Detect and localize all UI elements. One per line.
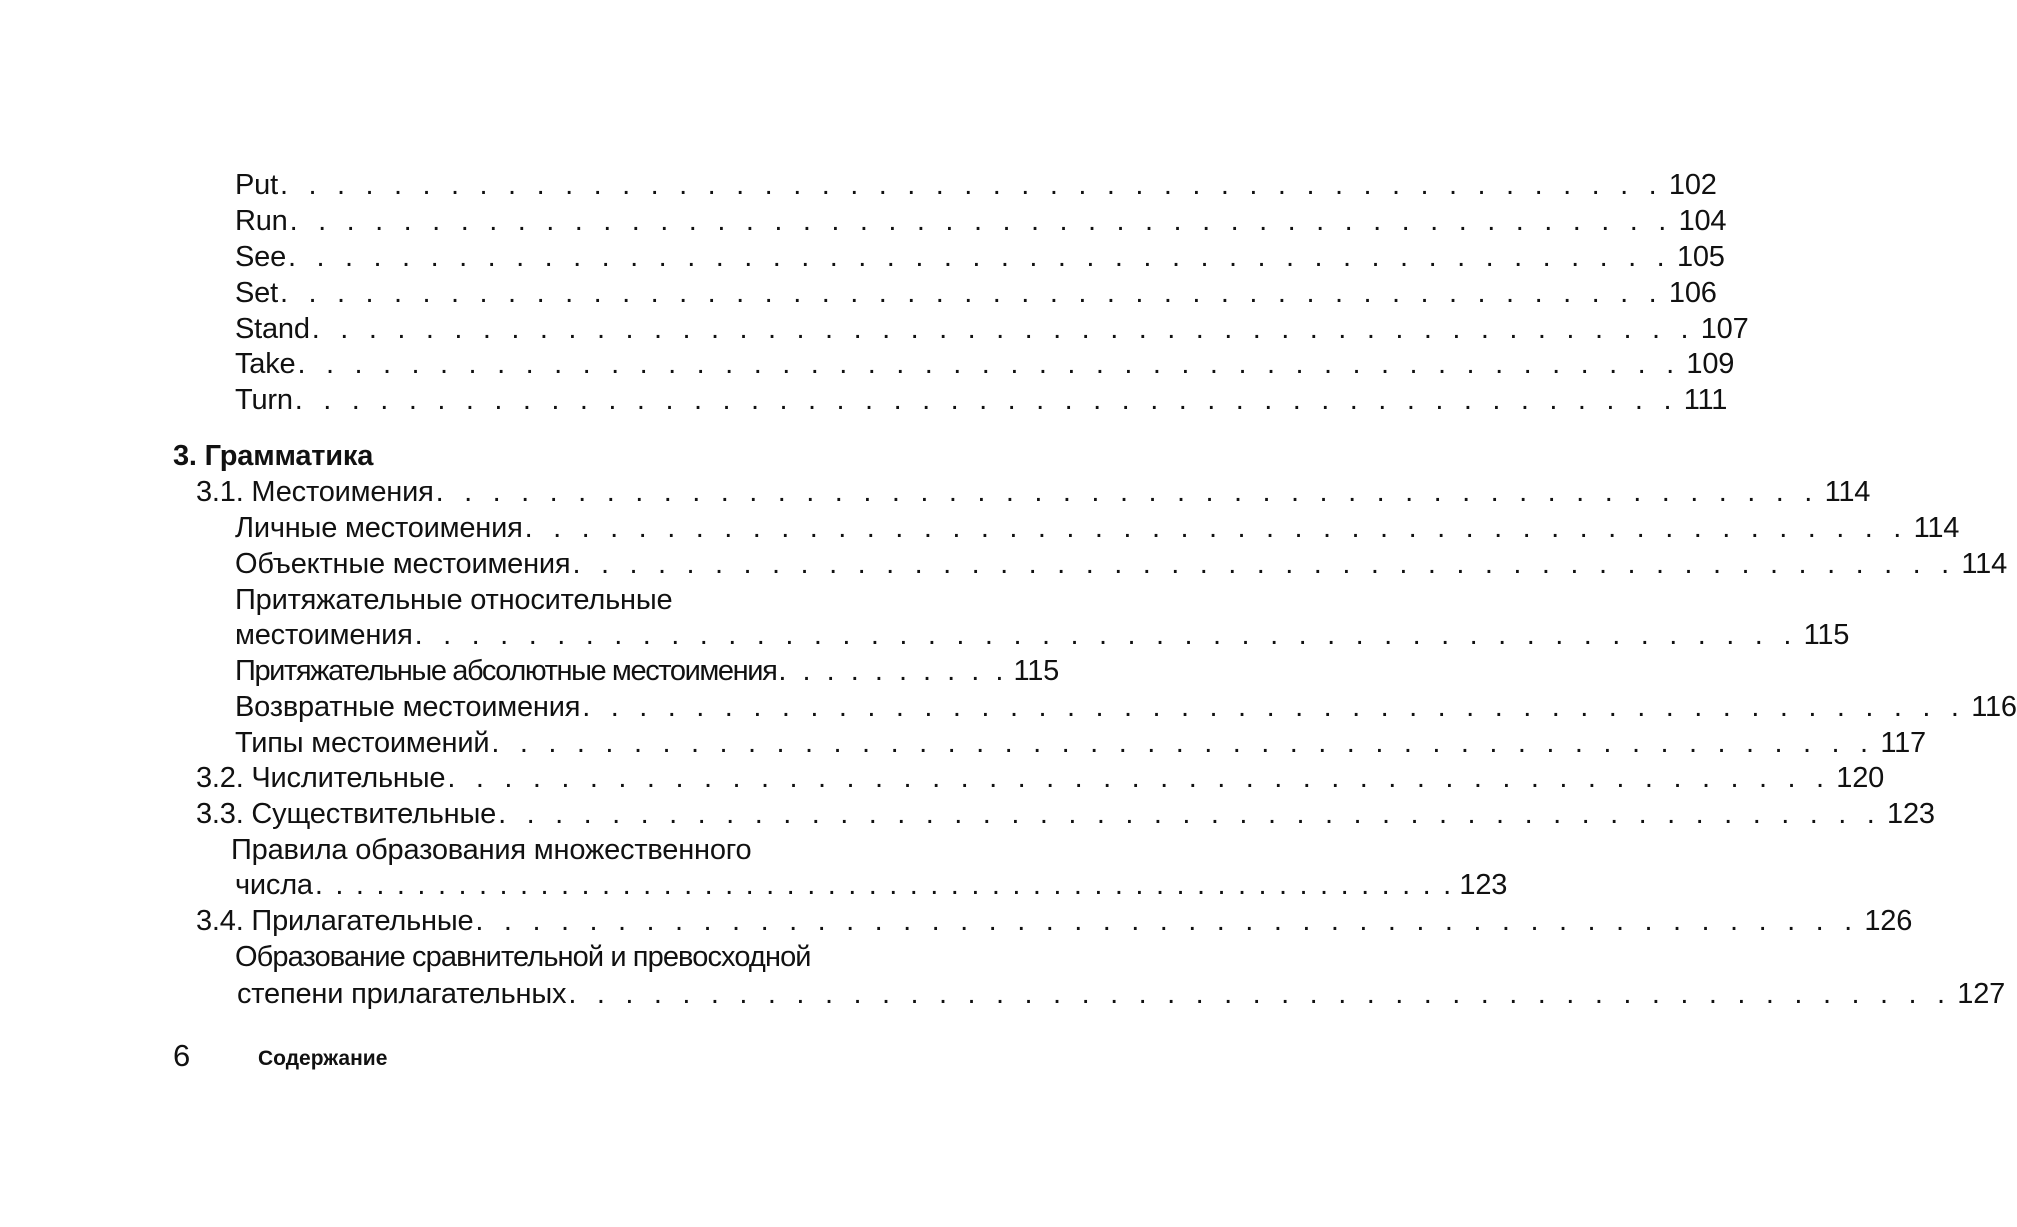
toc-entry-label: Run (235, 205, 288, 237)
toc-entry-page: 107 (1700, 313, 1749, 345)
dot-leader: . . . . . . . . . . . . . . . . . . . . . . . . . . . . . . . . . . . . . . . . . . . . . . . . . (475, 905, 1859, 937)
toc-entry-page: 126 (1864, 905, 1913, 937)
dot-leader: . . . . . . . . . . . . . . . . . . . . . . . . . . . . . . . . . . . . . . . . . . . . . . . . . (288, 241, 1671, 273)
dot-leader: . . . . . . . . . . . . . . . . . . . . . . . . . . . . . . . . . . . . . . . . . . . . . . . . . . . . . . . . (314, 869, 1454, 901)
toc-entry (235, 346, 1735, 382)
toc-entry (196, 760, 1885, 796)
toc-entry (235, 167, 1717, 203)
toc-entry (235, 203, 1727, 239)
toc-entry-page: 102 (1668, 169, 1717, 201)
toc-entry (235, 725, 1926, 761)
toc-entry-label: 3.1. Местоимения (196, 476, 434, 508)
section-heading: 3. Грамматика (173, 440, 374, 472)
toc-entry-label: числа (235, 869, 313, 901)
toc-entry-label: Set (235, 277, 278, 309)
toc-entry-page: 114 (1824, 476, 1871, 508)
toc-entry (235, 689, 2017, 725)
dot-leader: . . . . . . . . . . . . . . . . . . . . . . . . . . . . . . . . . . . . . . . . . . . . . . . . . (568, 978, 1952, 1010)
toc-entry-label: Объектные местоимения (235, 548, 571, 580)
dot-leader: . . . . . . . . . . . . . . . . . . . . . . . . . . . . . . . . . . . . . . . . . . . . . . . . . (279, 169, 1663, 201)
toc-entry-page: 114 (1961, 548, 2008, 580)
toc-entry (235, 311, 1749, 347)
toc-entry-label: See (235, 241, 286, 273)
toc-entry-label: Типы местоимений (235, 727, 490, 759)
toc-entry (196, 903, 1913, 939)
toc-entry-page: 115 (1013, 655, 1060, 687)
toc-entry-page: 109 (1686, 348, 1735, 380)
dot-leader: . . . . . . . . . . . . . . . . . . . . . . . . . . . . . . . . . . . . . . . . . . . . . . . . . (289, 205, 1673, 237)
toc-entry-label: степени прилагательных (237, 978, 567, 1010)
toc-entry-page: 106 (1668, 277, 1717, 309)
dot-leader: . . . . . . . . . . . . . . . . . . . . . . . . . . . . . . . . . . . . . . . . . . . . . . . . . (491, 727, 1875, 759)
dot-leader: . . . . . . . . . . . . . . . . . . . . . . . . . . . . . . . . . . . . . . . . . . . . . . . . . (524, 512, 1908, 544)
toc-entry (196, 796, 1935, 832)
toc-entry-label: Притяжательные абсолютные местоимения (235, 655, 777, 687)
dot-leader: . . . . . . . . . . . . . . . . . . . . . . . . . . . . . . . . . . . . . . . . . . . . . . . . . (279, 277, 1663, 309)
toc-entry-page: 115 (1803, 619, 1850, 651)
toc-entry-label: Stand (235, 313, 310, 345)
toc-entry (235, 867, 1508, 903)
running-title: Содержание (258, 1047, 388, 1070)
toc-entry-label: Turn (235, 384, 293, 416)
toc-entry-wrapped-line: Образование сравнительной и превосходной (235, 941, 811, 973)
toc-entry-label: Возвратные местоимения (235, 691, 581, 723)
toc-entry-page: 117 (1880, 727, 1926, 759)
toc-entry (237, 976, 2006, 1012)
toc-entry-wrapped-line: Правила образования множественного (231, 834, 752, 866)
toc-entry-page: 114 (1913, 512, 1960, 544)
dot-leader: . . . . . . . . . . . . . . . . . . . . . . . . . . . . . . . . . . . . . . . . . . . . . . . . . (414, 619, 1798, 651)
toc-entry (235, 275, 1717, 311)
dot-leader: . . . . . . . . . . . . . . . . . . . . . . . . . . . . . . . . . . . . . . . . . . . . . . . . . (294, 384, 1678, 416)
toc-entry-label: Личные местоимения (235, 512, 523, 544)
dot-leader: . . . . . . . . . . . . . . . . . . . . . . . . . . . . . . . . . . . . . . . . . . . . . . . . . (435, 476, 1819, 508)
toc-entry-page: 123 (1459, 869, 1508, 901)
toc-entry-page: 105 (1676, 241, 1725, 273)
dot-leader: . . . . . . . . . . . . . . . . . . . . . . . . . . . . . . . . . . . . . . . . . . . . . . . . . (572, 548, 1956, 580)
toc-entry (235, 617, 1850, 653)
dot-leader: . . . . . . . . . . . . . . . . . . . . . . . . . . . . . . . . . . . . . . . . . . . . . . . . . (447, 762, 1831, 794)
toc-entry-label: местоимения (235, 619, 413, 651)
toc-entry (235, 239, 1725, 275)
dot-leader: . . . . . . . . . . . . . . . . . . . . . . . . . . . . . . . . . . . . . . . . . . . . . . . . . (311, 313, 1695, 345)
toc-entry (235, 546, 2008, 582)
toc-entry (235, 510, 1960, 546)
toc-entry-page: 123 (1887, 798, 1935, 830)
toc-entry-label: 3.3. Существительные (196, 798, 497, 830)
toc-entry-wrapped-line: Притяжательные относительные (235, 584, 673, 616)
toc-entry-page: 116 (1971, 691, 2017, 723)
toc-entry-label: Take (235, 348, 296, 380)
dot-leader: . . . . . . . . . . (778, 655, 1008, 687)
dot-leader: . . . . . . . . . . . . . . . . . . . . . . . . . . . . . . . . . . . . . . . . . . . . . . . . . (297, 348, 1681, 380)
dot-leader: . . . . . . . . . . . . . . . . . . . . . . . . . . . . . . . . . . . . . . . . . . . . . . . . . (498, 798, 1882, 830)
dot-leader: . . . . . . . . . . . . . . . . . . . . . . . . . . . . . . . . . . . . . . . . . . . . . . . . . (582, 691, 1966, 723)
toc-entry-page: 111 (1683, 384, 1728, 416)
toc-entry-label: Put (235, 169, 278, 201)
toc-entry-label: 3.4. Прилагательные (196, 905, 474, 937)
page-number: 6 (173, 1038, 191, 1073)
toc-entry (196, 474, 1871, 510)
toc-entry-label: 3.2. Числительные (196, 762, 446, 794)
toc-entry (235, 653, 1060, 689)
toc-entry-page: 120 (1836, 762, 1885, 794)
toc-entry-page: 104 (1678, 205, 1727, 237)
toc-entry-page: 127 (1957, 978, 2006, 1010)
toc-entry (235, 382, 1728, 418)
